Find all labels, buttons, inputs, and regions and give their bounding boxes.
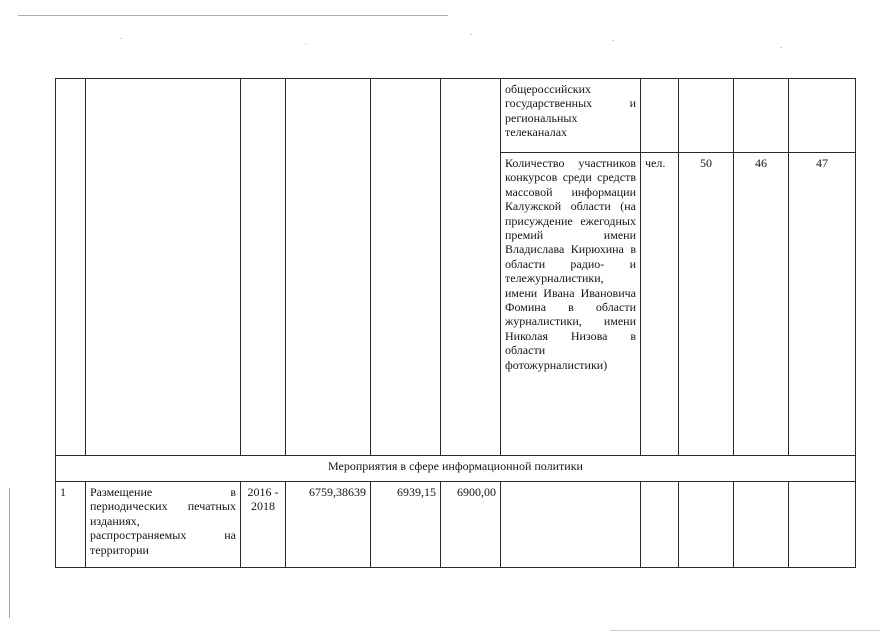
cell-value-empty <box>734 79 789 153</box>
scan-artifact-bottom-line <box>610 630 880 631</box>
table-row-section-header <box>56 456 856 482</box>
cell-unit-empty <box>641 482 679 568</box>
measure-period: 2016 - 2018 <box>241 482 286 568</box>
measure-name: Размещение в периодических печатных изданиях, распространяемых на территории <box>86 482 241 568</box>
cell-value-empty <box>789 482 856 568</box>
indicator-text: общероссийских государственных и региональных телеканалах <box>501 79 641 153</box>
cell-amount-2-empty <box>371 79 441 456</box>
cell-amount-1-empty <box>286 79 371 456</box>
cell-value-empty <box>789 79 856 153</box>
cell-period-empty <box>241 79 286 456</box>
table-row-indicator-continued <box>56 79 856 153</box>
section-title: Мероприятия в сфере информационной политики <box>56 456 856 482</box>
indicator-value-2017: 46 <box>734 153 789 456</box>
scan-speck <box>612 40 614 41</box>
cell-number-empty <box>56 79 86 456</box>
indicator-unit: чел. <box>641 153 679 456</box>
cell-value-empty <box>734 482 789 568</box>
scan-speck <box>120 38 122 39</box>
measure-amount-2018: 6900,00 <box>441 482 501 568</box>
indicator-value-2018: 47 <box>789 153 856 456</box>
scan-speck <box>780 47 782 48</box>
measure-amount-2017: 6939,15 <box>371 482 441 568</box>
cell-indicator-empty <box>501 482 641 568</box>
measure-number: 1 <box>56 482 86 568</box>
cell-amount-3-empty <box>441 79 501 456</box>
scan-speck <box>470 34 472 35</box>
cell-value-empty <box>679 482 734 568</box>
indicator-value-2016: 50 <box>679 153 734 456</box>
table-row-measure <box>56 482 856 568</box>
cell-unit-empty <box>641 79 679 153</box>
measure-amount-2016: 6759,38639 <box>286 482 371 568</box>
cell-value-empty <box>679 79 734 153</box>
scan-speck <box>305 44 307 45</box>
cell-name-empty <box>86 79 241 456</box>
scan-artifact-left-margin <box>9 488 10 618</box>
scan-artifact-top-line <box>18 15 448 16</box>
indicator-text: Количество участников конкурсов среди средств массовой информации Калужской области (на присуждение ежегодных премий имени Владислава Кирюхина в области радио- и тележурналистики, имени Ивана Ивановича Фомина в области журналистики, имени Николая Низова в области фотожурналистики) <box>501 153 641 456</box>
program-table <box>55 78 856 568</box>
